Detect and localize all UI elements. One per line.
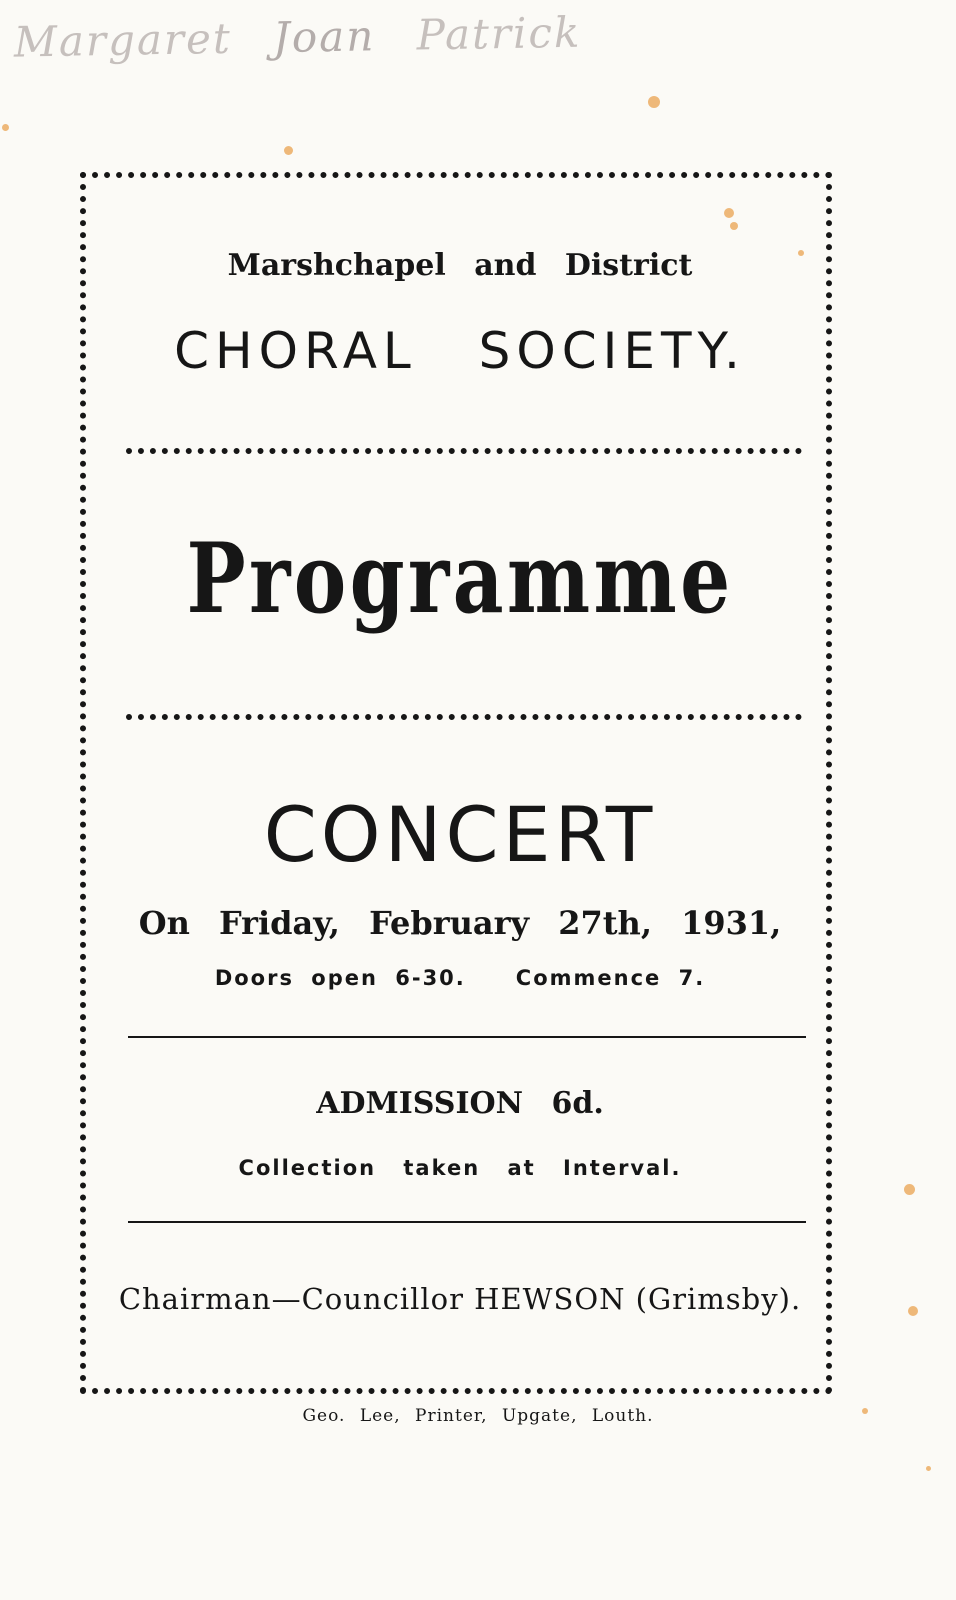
- handwritten-name-1: Margaret: [13, 13, 233, 67]
- programme-title: Programme: [186, 522, 734, 635]
- handwritten-name-2: Joan: [272, 11, 376, 63]
- foxing-spot: [284, 146, 293, 155]
- dotted-divider-bottom: [126, 714, 802, 720]
- concert-date: On Friday, February 27th, 1931,: [138, 904, 782, 942]
- admission-price: ADMISSION 6d.: [316, 1086, 604, 1121]
- foxing-spot: [904, 1184, 915, 1195]
- doors-open-time: Doors open 6-30.: [214, 966, 466, 990]
- society-name: CHORAL SOCIETY.: [174, 322, 746, 380]
- commence-time: Commence 7.: [515, 966, 706, 990]
- foxing-spot: [648, 96, 660, 108]
- foxing-spot: [926, 1466, 931, 1471]
- society-district-line: Marshchapel and District: [227, 248, 693, 283]
- dotted-divider-top: [126, 448, 802, 454]
- solid-divider-1: [128, 1036, 806, 1038]
- solid-divider-2: [128, 1221, 806, 1223]
- concert-heading: CONCERT: [263, 790, 657, 879]
- printer-credit: Geo. Lee, Printer, Upgate, Louth.: [302, 1406, 654, 1426]
- collection-note: Collection taken at Interval.: [238, 1156, 682, 1180]
- chairman-line: Chairman—Councillor HEWSON (Grimsby).: [118, 1282, 802, 1316]
- foxing-spot: [862, 1408, 868, 1414]
- concert-times: [80, 966, 840, 990]
- foxing-spot: [908, 1306, 918, 1316]
- foxing-spot: [2, 124, 9, 131]
- handwritten-name-3: Patrick: [416, 7, 582, 60]
- handwritten-names: [13, 6, 654, 87]
